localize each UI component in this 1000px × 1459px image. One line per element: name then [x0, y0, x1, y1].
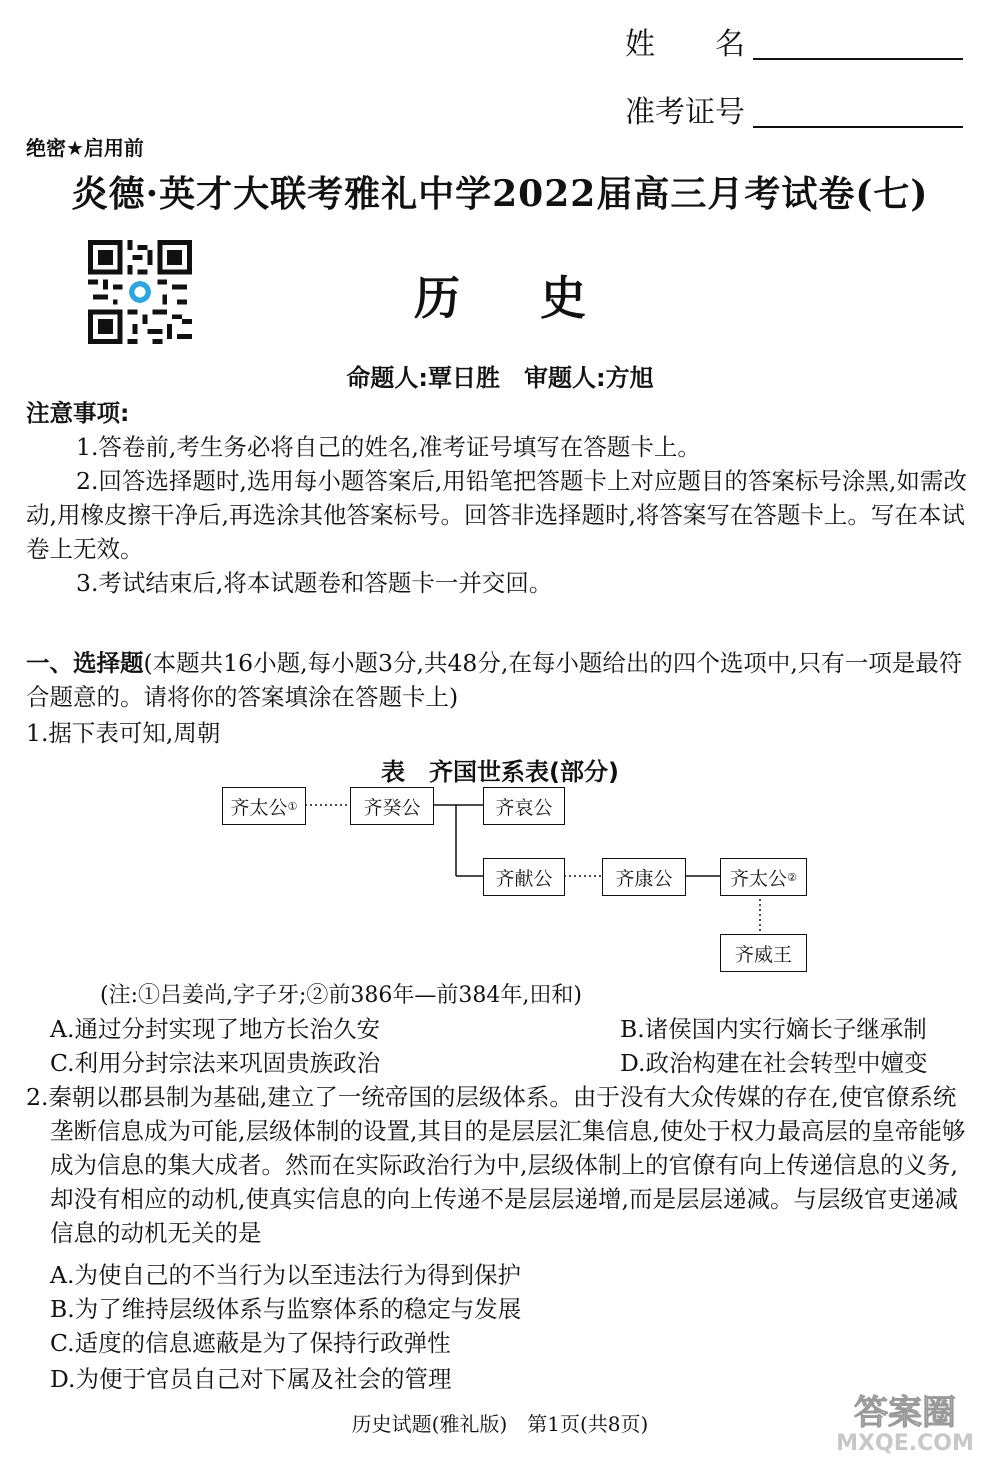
notice-item: 1.答卷前,考生务必将自己的姓名,准考证号填写在答题卡上。	[76, 433, 701, 461]
name-field	[625, 16, 963, 60]
exam-id-field	[625, 84, 963, 128]
node-qi-weiwang: 齐威王	[720, 934, 807, 972]
q2-option-d[interactable]: D.为便于官员自己对下属及社会的管理	[50, 1365, 452, 1393]
authors-line: 命题人:覃日胜 审题人:方旭	[346, 364, 654, 392]
exam-id-label: 准考证号	[625, 95, 745, 130]
notice-item: 3.考试结束后,将本试题卷和答题卡一并交回。	[76, 569, 553, 597]
subject-title: 历史	[414, 271, 666, 325]
q1-option-c[interactable]: C.利用分封宗法来巩固贵族政治	[50, 1049, 381, 1077]
exam-title: 炎德·英才大联考雅礼中学2022届高三月考试卷(七)	[71, 173, 929, 215]
svg-text:答案圈: 答案圈	[854, 1393, 956, 1433]
svg-text:MXQE.COM: MXQE.COM	[836, 1431, 974, 1454]
notice-list	[26, 430, 976, 600]
q2-option-c[interactable]: C.适度的信息遮蔽是为了保持行政弹性	[50, 1329, 451, 1357]
secret-label: 绝密★启用前	[26, 136, 144, 160]
table-title: 表 齐国世系表(部分)	[381, 758, 619, 786]
node-qi-taigong-2: 齐太公 ②	[720, 858, 807, 896]
exam-id-blank	[753, 94, 963, 128]
q1-stem: 1.据下表可知,周朝	[26, 719, 221, 747]
q2-option-a[interactable]: A.为使自己的不当行为以至违法行为得到保护	[50, 1261, 521, 1289]
node-qi-kanggong: 齐康公	[602, 858, 686, 896]
table-note: (注:①吕姜尚,字子牙;②前386年—前384年,田和)	[100, 983, 582, 1008]
q1-option-b[interactable]: B.诸侯国内实行嫡长子继承制	[620, 1015, 927, 1043]
node-qi-aigong: 齐哀公	[483, 787, 565, 825]
q1-option-a[interactable]: A.通过分封实现了地方长治久安	[50, 1015, 380, 1043]
page-footer: 历史试题(雅礼版) 第1页(共8页)	[351, 1412, 649, 1436]
q1-option-d[interactable]: D.政治构建在社会转型中嬗变	[620, 1049, 928, 1077]
section-title: 一、选择题	[26, 649, 144, 677]
name-label: 姓 名	[625, 27, 745, 62]
name-blank	[753, 26, 963, 60]
q2-option-b[interactable]: B.为了维持层级体系与监察体系的稳定与发展	[50, 1295, 522, 1323]
node-qi-taigong-1: 齐太公 ①	[222, 787, 306, 825]
section-description: (本题共16小题,每小题3分,共48分,在每小题给出的四个选项中,只有一项是最符合题意的。请将你的答案填涂在答题卡上)	[26, 649, 963, 711]
node-qi-guigong: 齐癸公	[350, 787, 434, 825]
answer-circle-logo-icon	[820, 1388, 990, 1454]
q2-stem: 2.秦朝以郡县制为基础,建立了一统帝国的层级体系。由于没有大众传媒的存在,使官僚系统垄断信息成为可能,层级体制的设置,其目的是层层汇集信息,使处于权力最高层的皇帝能够成为信息的集大成者。然而在实际政治行为中,层级体制上的官僚有向上传递信息的义务,却没有相应的动机,使真实信息的向上传递不是层层递增,而是层层递减。与层级官吏递减信息的动机无关的是	[26, 1083, 966, 1247]
notice-title: 注意事项:	[26, 399, 130, 427]
node-qi-xiangong: 齐献公	[483, 858, 565, 896]
section-heading	[26, 646, 976, 714]
notice-item: 2.回答选择题时,选用每小题答案后,用铅笔把答题卡上对应题目的答案标号涂黑,如需改动,用橡皮擦干净后,再选涂其他答案标号。回答非选择题时,将答案写在答题卡上。写在本试卷上无效。	[26, 467, 967, 563]
